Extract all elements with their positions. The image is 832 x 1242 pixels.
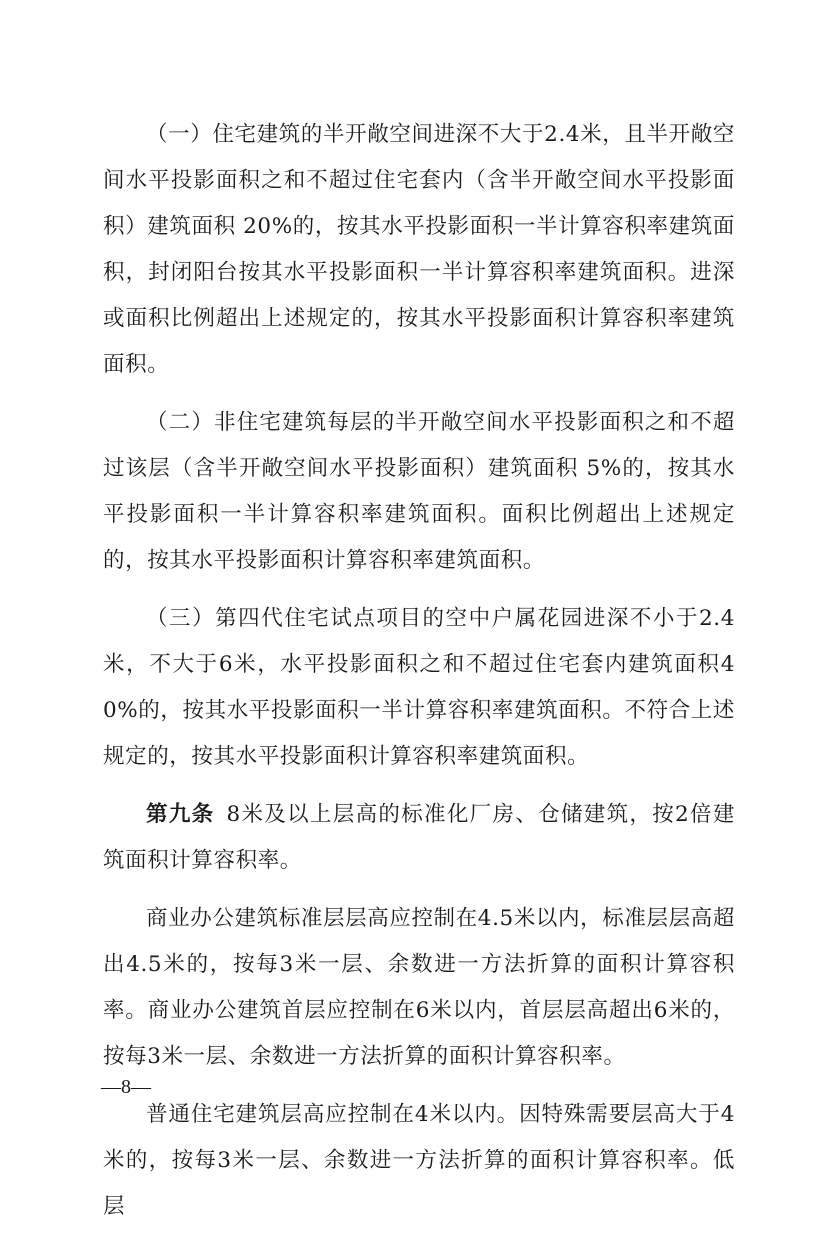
paragraph-2 xyxy=(103,400,735,584)
paragraph-6 xyxy=(103,1092,735,1230)
paragraph-5 xyxy=(103,896,735,1080)
paragraph-text: 8米及以上层高的标准化厂房、仓储建筑，按2倍建筑面积计算容积率。 xyxy=(103,802,735,873)
paragraph-text: （二）非住宅建筑每层的半开敞空间水平投影面积之和不超过该层（含半开敞空间水平投影面积）建筑面积 5%的，按其水平投影面积一半计算容积率建筑面积。面积比例超出上述规定的，按其水平投影面积计算容积率建筑面积。 xyxy=(103,410,735,573)
paragraph-text: （一）住宅建筑的半开敞空间进深不大于2.4米，且半开敞空间水平投影面积之和不超过住宅套内（含半开敞空间水平投影面积）建筑面积 20%的，按其水平投影面积一半计算容积率建筑面积，封闭阳台按其水平投影面积一半计算容积率建筑面积。进深或面积比例超出上述规定的，按其水平投影面积计算容积率建筑面积。 xyxy=(103,122,735,377)
paragraph-text: （三）第四代住宅试点项目的空中户属花园进深不小于2.4米，不大于6米，水平投影面积之和不超过住宅套内建筑面积40%的，按其水平投影面积一半计算容积率建筑面积。不符合上述规定的，按其水平投影面积计算容积率建筑面积。 xyxy=(103,606,736,769)
paragraph-text: 商业办公建筑标准层层高应控制在4.5米以内，标准层层高超出4.5米的，按每3米一层、余数进一方法折算的面积计算容积率。商业办公建筑首层应控制在6米以内，首层层高超出6米的，按每3米一层、余数进一方法折算的面积计算容积率。 xyxy=(103,906,735,1069)
paragraph-1 xyxy=(103,112,735,388)
paragraph-3 xyxy=(103,596,735,780)
paragraph-text: 普通住宅建筑层高应控制在4米以内。因特殊需要层高大于4米的，按每3米一层、余数进一方法折算的面积计算容积率。低层 xyxy=(103,1102,735,1219)
document-body xyxy=(103,112,735,1242)
page-number: —8— xyxy=(101,1076,151,1098)
article-9 xyxy=(103,792,735,884)
article-label: 第九条 xyxy=(146,802,215,827)
